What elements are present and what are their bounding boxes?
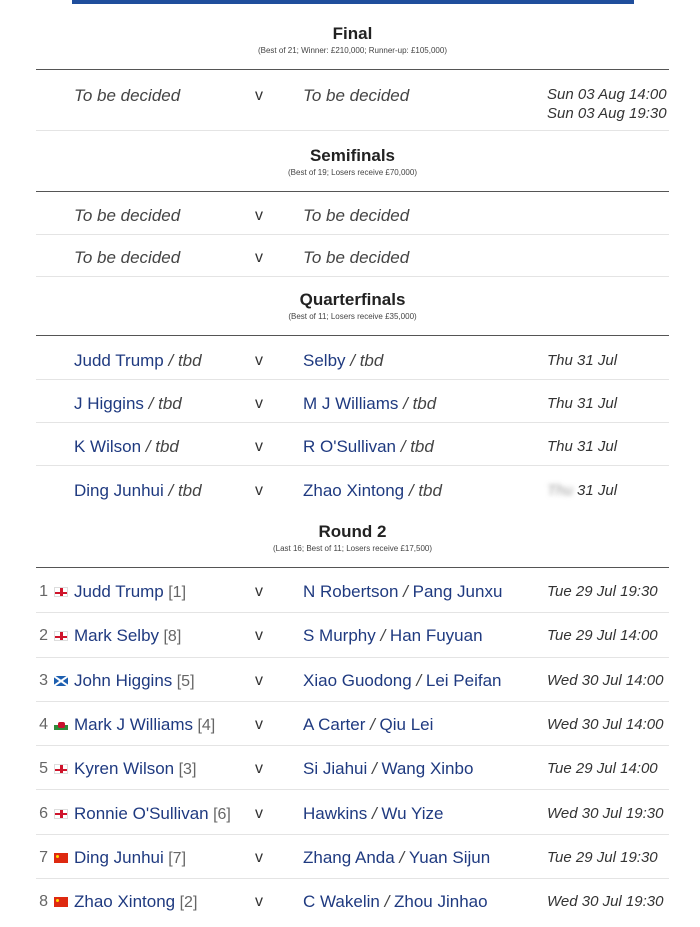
- china-flag-icon: [54, 897, 68, 907]
- r2-opponent-b[interactable]: Qiu Lei: [379, 714, 434, 734]
- qf-player1-name[interactable]: K Wilson: [74, 437, 142, 456]
- final-subtitle: (Best of 21; Winner: £210,000; Runner-up: £105,000): [257, 46, 447, 55]
- semifinal-row: [36, 234, 669, 277]
- r2-seed: [2]: [179, 894, 198, 912]
- qf-player1-tbd: tbd: [177, 481, 202, 500]
- r2-player1: [74, 715, 215, 735]
- qf-player1-name[interactable]: J Higgins: [74, 394, 144, 413]
- r2-player1-name[interactable]: Mark J Williams: [74, 714, 193, 734]
- qf-date: [547, 482, 617, 499]
- r2-time: Wed 30 Jul 14:00: [547, 715, 664, 733]
- wales-flag-icon: [54, 720, 68, 730]
- top-accent-bar: [72, 0, 634, 4]
- r2-opponent-a[interactable]: A Carter: [303, 714, 366, 734]
- round2-match-row: [36, 878, 669, 922]
- r2-player2: C Wakelin / Zhou Jinhao: [303, 892, 488, 912]
- final-time-2: Sun 03 Aug 19:30: [547, 105, 667, 122]
- r2-player1: [74, 848, 186, 868]
- r2-player2: Si Jiahui / Wang Xinbo: [303, 759, 474, 779]
- r2-opponent-b[interactable]: Zhou Jinhao: [394, 892, 488, 912]
- qf-player2: Zhao Xintong / tbd: [303, 481, 442, 500]
- r2-player1-name[interactable]: Ronnie O'Sullivan: [74, 803, 209, 823]
- quarterfinal-row: [36, 465, 669, 509]
- qf-player1-tbd: tbd: [155, 437, 179, 456]
- r2-opponent-a[interactable]: Xiao Guodong: [303, 670, 412, 690]
- qf-date-visible: 31 Jul: [577, 482, 618, 499]
- r2-seed: [8]: [163, 628, 182, 646]
- qf-date: Thu 31 Jul: [547, 438, 618, 455]
- qf-date-blurred: Thu: [547, 482, 573, 499]
- r2-player2: Zhang Anda / Yuan Sijun: [303, 847, 491, 867]
- r2-player2: Xiao Guodong / Lei Peifan: [303, 670, 502, 690]
- qf-player1-tbd: tbd: [177, 351, 202, 370]
- scotland-flag-icon: [54, 676, 68, 686]
- r2-player1-name[interactable]: Kyren Wilson: [74, 759, 175, 779]
- r2-player1: [74, 892, 197, 912]
- r2-opponent-a[interactable]: Si Jiahui: [303, 759, 368, 779]
- r2-vs: v: [255, 804, 263, 822]
- r2-time: Wed 30 Jul 19:30: [547, 804, 664, 822]
- r2-seed: [4]: [197, 716, 216, 734]
- r2-player1: [74, 626, 181, 646]
- r2-player1: [74, 759, 196, 779]
- qf-vs: v: [255, 482, 263, 499]
- r2-player2: N Robertson / Pang Junxu: [303, 582, 503, 601]
- qf-vs: v: [255, 395, 263, 412]
- match-number: 7: [39, 848, 48, 866]
- semifinals-header: [36, 146, 669, 190]
- semifinal-player1: To be decided: [74, 248, 181, 267]
- r2-vs: v: [255, 893, 263, 911]
- semifinal-vs: v: [255, 207, 263, 224]
- r2-vs: v: [255, 848, 263, 866]
- round2-title: Round 2: [318, 522, 387, 541]
- r2-opponent-a[interactable]: Zhang Anda: [303, 847, 395, 867]
- r2-player2: Hawkins / Wu Yize: [303, 803, 444, 823]
- england-flag-icon: [54, 809, 68, 819]
- round2-match-row: [36, 701, 669, 746]
- qf-player2-tbd: tbd: [410, 437, 434, 456]
- r2-player1-name[interactable]: John Higgins: [74, 670, 173, 690]
- qf-player1: K Wilson / tbd: [74, 437, 179, 456]
- qf-player2-name[interactable]: R O'Sullivan: [303, 437, 397, 456]
- england-flag-icon: [54, 587, 68, 597]
- qf-player1: Judd Trump / tbd: [74, 351, 202, 370]
- round2-match-row: [36, 790, 669, 835]
- r2-opponent-a[interactable]: Hawkins: [303, 803, 368, 823]
- r2-player1: [74, 582, 186, 602]
- round2-match-row: [36, 657, 669, 702]
- match-number: 2: [39, 627, 48, 645]
- final-player2: To be decided: [303, 86, 410, 105]
- r2-opponent-b[interactable]: Yuan Sijun: [408, 847, 491, 867]
- r2-time: Wed 30 Jul 19:30: [547, 893, 664, 911]
- r2-time: Tue 29 Jul 14:00: [547, 760, 658, 778]
- final-player1: To be decided: [74, 86, 181, 105]
- final-vs: v: [255, 87, 263, 104]
- qf-vs: v: [255, 438, 263, 455]
- final-time-1: Sun 03 Aug 14:00: [547, 86, 667, 103]
- semifinal-player1: To be decided: [74, 206, 181, 225]
- qf-player1: J Higgins / tbd: [74, 394, 182, 413]
- final-match-row: [36, 70, 669, 131]
- qf-player1-tbd: tbd: [158, 394, 182, 413]
- match-number: 4: [39, 715, 48, 733]
- r2-player1-name[interactable]: Ding Junhui: [74, 847, 164, 867]
- semifinal-player2: To be decided: [303, 206, 410, 225]
- r2-opponent-b[interactable]: Wang Xinbo: [381, 759, 474, 779]
- semifinals-title: Semifinals: [309, 146, 396, 165]
- r2-opponent-a[interactable]: S Murphy: [303, 626, 376, 646]
- england-flag-icon: [54, 764, 68, 774]
- round2-subtitle: (Last 16; Best of 11; Losers receive £17,500): [272, 544, 433, 553]
- round2-header: [36, 522, 669, 566]
- qf-player1: Ding Junhui / tbd: [74, 481, 202, 500]
- r2-player2: A Carter / Qiu Lei: [303, 714, 434, 734]
- r2-vs: v: [255, 627, 263, 645]
- qf-player1-name[interactable]: Ding Junhui: [74, 481, 164, 500]
- r2-time: Tue 29 Jul 19:30: [547, 583, 658, 600]
- quarterfinal-row: [36, 422, 669, 466]
- r2-vs: v: [255, 671, 263, 689]
- r2-seed: [5]: [176, 672, 195, 690]
- qf-player2-name[interactable]: Selby: [303, 351, 346, 370]
- qf-player2: Selby / tbd: [303, 351, 384, 370]
- qf-player1-name[interactable]: Judd Trump: [74, 351, 164, 370]
- england-flag-icon: [54, 631, 68, 641]
- r2-player1-name[interactable]: Zhao Xintong: [74, 892, 176, 912]
- match-number: 3: [39, 671, 48, 689]
- match-number: 6: [39, 804, 48, 822]
- r2-opponent-b[interactable]: Han Fuyuan: [389, 626, 483, 646]
- china-flag-icon: [54, 853, 68, 863]
- round2-match-row: [36, 745, 669, 790]
- r2-vs: v: [255, 715, 263, 733]
- r2-seed: [6]: [213, 805, 231, 823]
- qf-player2-tbd: tbd: [412, 394, 437, 413]
- round2-match-row: [36, 834, 669, 879]
- r2-opponent-b[interactable]: Wu Yize: [381, 803, 444, 823]
- match-number: 1: [39, 583, 48, 600]
- round2-match-row: [36, 612, 669, 657]
- round2-match-row: [36, 568, 669, 613]
- r2-seed: [7]: [168, 849, 187, 867]
- semifinal-vs: v: [255, 249, 263, 266]
- r2-player1: [74, 671, 195, 691]
- r2-player1: [74, 804, 231, 824]
- semifinal-row: [36, 192, 669, 235]
- qf-player2-tbd: tbd: [418, 481, 442, 500]
- qf-date: Thu 31 Jul: [547, 352, 618, 369]
- qf-player2-name[interactable]: Zhao Xintong: [303, 481, 405, 500]
- quarterfinals-header: [36, 290, 669, 334]
- quarterfinals-title: Quarterfinals: [299, 290, 406, 309]
- r2-seed: [3]: [178, 761, 197, 779]
- r2-opponent-b[interactable]: Lei Peifan: [425, 670, 502, 690]
- semifinal-player2: To be decided: [303, 248, 410, 267]
- final-title: Final: [332, 24, 373, 43]
- qf-date: Thu 31 Jul: [547, 395, 618, 412]
- qf-vs: v: [255, 352, 263, 369]
- qf-player2-tbd: tbd: [359, 351, 384, 370]
- r2-vs: v: [255, 760, 263, 778]
- qf-player2: R O'Sullivan / tbd: [303, 437, 434, 456]
- semifinals-subtitle: (Best of 19; Losers receive £70,000): [288, 168, 417, 177]
- r2-seed: [1]: [168, 584, 187, 601]
- r2-time: Tue 29 Jul 19:30: [547, 848, 658, 866]
- qf-player2: M J Williams / tbd: [303, 394, 437, 413]
- match-number: 8: [39, 893, 48, 911]
- r2-player2: S Murphy / Han Fuyuan: [303, 626, 483, 646]
- r2-opponent-a[interactable]: N Robertson: [303, 582, 399, 601]
- r2-opponent-b[interactable]: Pang Junxu: [412, 582, 503, 601]
- final-header: [36, 24, 669, 70]
- quarterfinals-subtitle: (Best of 11; Losers receive £35,000): [288, 312, 417, 321]
- quarterfinal-row: [36, 336, 669, 380]
- r2-time: Wed 30 Jul 14:00: [547, 671, 664, 689]
- r2-player1-name[interactable]: Mark Selby: [74, 626, 160, 646]
- r2-opponent-a[interactable]: C Wakelin: [303, 892, 380, 912]
- qf-player2-name[interactable]: M J Williams: [303, 394, 399, 413]
- r2-vs: v: [255, 583, 263, 600]
- r2-player1-name[interactable]: Judd Trump: [74, 582, 164, 601]
- quarterfinal-row: [36, 379, 669, 423]
- r2-time: Tue 29 Jul 14:00: [547, 627, 658, 645]
- match-number: 5: [39, 760, 48, 778]
